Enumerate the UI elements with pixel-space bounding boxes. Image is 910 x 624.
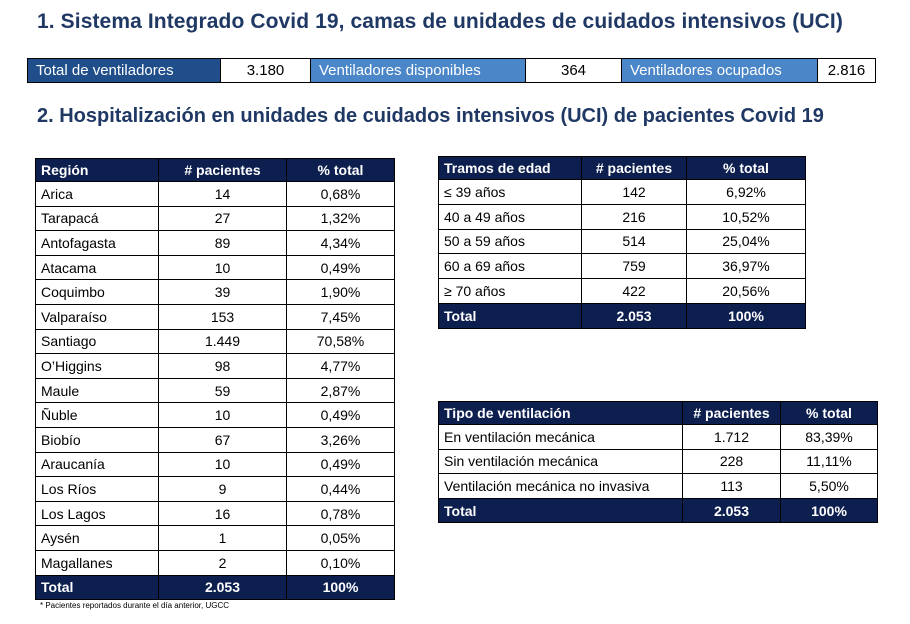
- ventilation-type-header: Tipo de ventilación: [439, 402, 683, 425]
- patients-cell: 9: [159, 477, 287, 502]
- total-patients: 2.053: [683, 498, 781, 523]
- table-row: [36, 403, 395, 428]
- row-label: Tarapacá: [36, 206, 159, 231]
- total-label: Total: [439, 303, 582, 328]
- patients-cell: 10: [159, 452, 287, 477]
- patients-header: # pacientes: [159, 159, 287, 182]
- table-row: [36, 206, 395, 231]
- percent-cell: 3,26%: [287, 427, 395, 452]
- percent-cell: 20,56%: [687, 279, 806, 304]
- row-label: Atacama: [36, 255, 159, 280]
- row-label: Los Ríos: [36, 477, 159, 502]
- ventilator-summary-bar: [27, 58, 876, 83]
- percent-header: % total: [781, 402, 878, 425]
- table-row: [36, 329, 395, 354]
- total-percent: 100%: [287, 575, 395, 600]
- total-percent: 100%: [781, 498, 878, 523]
- patients-cell: 39: [159, 280, 287, 305]
- age-group-header: Tramos de edad: [439, 157, 582, 180]
- total-patients: 2.053: [159, 575, 287, 600]
- row-label: Arica: [36, 182, 159, 207]
- table-row: [36, 231, 395, 256]
- table-row: [439, 229, 806, 254]
- percent-cell: 2,87%: [287, 378, 395, 403]
- table-row: [439, 204, 806, 229]
- row-label: Biobío: [36, 427, 159, 452]
- percent-cell: 36,97%: [687, 254, 806, 279]
- row-label: ≤ 39 años: [439, 180, 582, 205]
- patients-cell: 16: [159, 501, 287, 526]
- percent-cell: 0,68%: [287, 182, 395, 207]
- patients-cell: 59: [159, 378, 287, 403]
- table-row: [439, 279, 806, 304]
- patients-header: # pacientes: [683, 402, 781, 425]
- row-label: Coquimbo: [36, 280, 159, 305]
- row-label: Ñuble: [36, 403, 159, 428]
- percent-cell: 0,10%: [287, 550, 395, 575]
- row-label: Antofagasta: [36, 231, 159, 256]
- row-label: Magallanes: [36, 550, 159, 575]
- row-label: Sin ventilación mecánica: [439, 449, 683, 474]
- total-patients: 2.053: [582, 303, 687, 328]
- patients-cell: 2: [159, 550, 287, 575]
- total-ventilators-value: 3.180: [221, 59, 311, 83]
- percent-cell: 25,04%: [687, 229, 806, 254]
- table-row: [36, 182, 395, 207]
- row-label: 50 a 59 años: [439, 229, 582, 254]
- patients-cell: 216: [582, 204, 687, 229]
- table-row: [36, 354, 395, 379]
- percent-header: % total: [287, 159, 395, 182]
- row-label: Ventilación mecánica no invasiva: [439, 474, 683, 499]
- table-row: [36, 526, 395, 551]
- age-table-body: [439, 180, 806, 329]
- percent-cell: 0,49%: [287, 255, 395, 280]
- row-label: 60 a 69 años: [439, 254, 582, 279]
- total-ventilators-label: Total de ventiladores: [28, 59, 221, 83]
- patients-cell: 67: [159, 427, 287, 452]
- row-label: Maule: [36, 378, 159, 403]
- available-ventilators-value: 364: [526, 59, 622, 83]
- table-row: [36, 477, 395, 502]
- total-label: Total: [439, 498, 683, 523]
- row-label: Santiago: [36, 329, 159, 354]
- patients-cell: 1.449: [159, 329, 287, 354]
- percent-cell: 6,92%: [687, 180, 806, 205]
- percent-header: % total: [687, 157, 806, 180]
- percent-cell: 0,49%: [287, 403, 395, 428]
- patients-cell: 89: [159, 231, 287, 256]
- region-table: [35, 158, 395, 600]
- occupied-ventilators-value: 2.816: [818, 59, 876, 83]
- patients-cell: 27: [159, 206, 287, 231]
- table-row: [36, 452, 395, 477]
- ventilation-type-table-body: [439, 425, 878, 523]
- table-row: [439, 180, 806, 205]
- table-row: [36, 550, 395, 575]
- table-row: [36, 304, 395, 329]
- patients-cell: 10: [159, 403, 287, 428]
- percent-cell: 0,49%: [287, 452, 395, 477]
- table-row: [36, 501, 395, 526]
- available-ventilators-label: Ventiladores disponibles: [311, 59, 526, 83]
- percent-cell: 70,58%: [287, 329, 395, 354]
- percent-cell: 10,52%: [687, 204, 806, 229]
- patients-cell: 422: [582, 279, 687, 304]
- percent-cell: 4,34%: [287, 231, 395, 256]
- row-label: 40 a 49 años: [439, 204, 582, 229]
- patients-cell: 113: [683, 474, 781, 499]
- patients-cell: 1.712: [683, 425, 781, 450]
- row-label: Aysén: [36, 526, 159, 551]
- table-row: [36, 427, 395, 452]
- total-row: [36, 575, 395, 600]
- percent-cell: 0,78%: [287, 501, 395, 526]
- occupied-ventilators-label: Ventiladores ocupados: [622, 59, 818, 83]
- table-row: [439, 474, 878, 499]
- row-label: En ventilación mecánica: [439, 425, 683, 450]
- table-row: [36, 255, 395, 280]
- row-label: Araucanía: [36, 452, 159, 477]
- table-row: [439, 254, 806, 279]
- row-label: Los Lagos: [36, 501, 159, 526]
- table-row: [36, 280, 395, 305]
- percent-cell: 5,50%: [781, 474, 878, 499]
- region-table-body: [36, 182, 395, 600]
- patients-cell: 153: [159, 304, 287, 329]
- table-row: [439, 449, 878, 474]
- patients-cell: 1: [159, 526, 287, 551]
- row-label: Valparaíso: [36, 304, 159, 329]
- percent-cell: 4,77%: [287, 354, 395, 379]
- patients-cell: 98: [159, 354, 287, 379]
- patients-header: # pacientes: [582, 157, 687, 180]
- percent-cell: 83,39%: [781, 425, 878, 450]
- percent-cell: 1,32%: [287, 206, 395, 231]
- table-row: [36, 378, 395, 403]
- ventilation-type-table: [438, 401, 878, 523]
- total-percent: 100%: [687, 303, 806, 328]
- section-2-title: 2. Hospitalización en unidades de cuidados intensivos (UCI) de pacientes Covid 19: [37, 105, 824, 127]
- patients-cell: 10: [159, 255, 287, 280]
- total-row: [439, 498, 878, 523]
- patients-cell: 142: [582, 180, 687, 205]
- percent-cell: 0,05%: [287, 526, 395, 551]
- region-header: Región: [36, 159, 159, 182]
- total-label: Total: [36, 575, 159, 600]
- patients-cell: 14: [159, 182, 287, 207]
- patients-cell: 759: [582, 254, 687, 279]
- percent-cell: 11,11%: [781, 449, 878, 474]
- patients-cell: 228: [683, 449, 781, 474]
- patients-cell: 514: [582, 229, 687, 254]
- total-row: [439, 303, 806, 328]
- age-table: [438, 156, 806, 329]
- row-label: O’Higgins: [36, 354, 159, 379]
- percent-cell: 0,44%: [287, 477, 395, 502]
- percent-cell: 1,90%: [287, 280, 395, 305]
- row-label: ≥ 70 años: [439, 279, 582, 304]
- footnote: * Pacientes reportados durante el día anterior, UGCC: [40, 601, 229, 610]
- percent-cell: 7,45%: [287, 304, 395, 329]
- section-1-title: 1. Sistema Integrado Covid 19, camas de unidades de cuidados intensivos (UCI): [37, 10, 843, 33]
- table-row: [439, 425, 878, 450]
